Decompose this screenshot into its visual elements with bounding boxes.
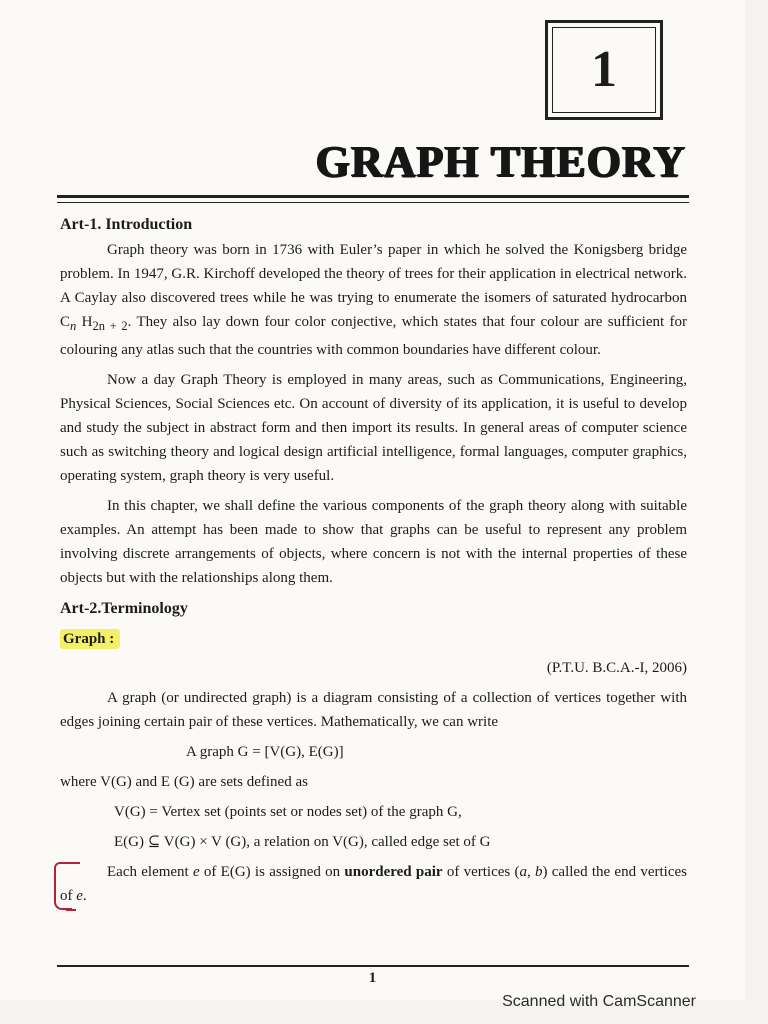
where-line: where V(G) and E (G) are sets defined as xyxy=(60,774,308,790)
section-heading-terminology: Art-2.Terminology xyxy=(60,600,188,617)
intro-paragraph-1 xyxy=(60,238,687,362)
var-a: a xyxy=(519,864,527,880)
citation: (P.T.U. B.C.A.-I, 2006) xyxy=(546,660,687,676)
footer-rule xyxy=(57,965,689,967)
title-rule-thick xyxy=(57,195,689,198)
chapter-number-box xyxy=(545,20,663,120)
chapter-title: GRAPH THEORY xyxy=(315,137,686,186)
subscript-2n2: 2n + 2 xyxy=(92,319,128,333)
intro-p1-text-a: Graph theory was born in 1736 with Euler’s paper in which he solved the Konigsberg bridge problem. In 1947, G.R. Kirchoff developed the theory of trees for their application in electrical network. A Caylay also discovered trees while he was trying to enumerate the isomers of saturated hydrocarbon C xyxy=(60,242,687,330)
intro-paragraph-3: In this chapter, we shall define the various components of the graph theory along with suitable examples. An attempt has been made to show that graphs can be useful to represent any problem involving discrete arrangements of objects, where concern is not with the internal properties of these objects but with the relationships along them. xyxy=(60,498,687,586)
intro-p1-text-c: . They also lay down four color conjective, which states that four colour are sufficient for colouring any atlas such that the countries with common boundaries have different colour. xyxy=(60,314,687,358)
vertex-set-line: V(G) = Vertex set (points set or nodes set) of the graph G, xyxy=(114,804,462,820)
section-heading-introduction: Art-1. Introduction xyxy=(60,216,193,233)
unordered-pair-bold: unordered pair xyxy=(344,864,443,880)
graph-label-row xyxy=(60,626,687,652)
end-vertices-block xyxy=(60,860,687,908)
pen-bracket-annotation xyxy=(54,862,72,910)
graph-label-highlighted: Graph : xyxy=(60,629,120,649)
page-content xyxy=(60,212,687,908)
title-rule-thin xyxy=(57,202,689,203)
chapter-number: 1 xyxy=(552,27,656,113)
var-e: e xyxy=(192,864,200,880)
page-number: 1 xyxy=(368,970,377,986)
end-vertices-paragraph: Each element e of E(G) is assigned on unordered pair of vertices (a, b) called the end vertices of e. xyxy=(60,864,687,904)
graph-formula: A graph G = [V(G), E(G)] xyxy=(186,744,344,760)
edge-set-line: E(G) ⊆ V(G) × V (G), a relation on V(G), called edge set of G xyxy=(114,834,491,850)
intro-paragraph-2: Now a day Graph Theory is employed in many areas, such as Communications, Engineering, Physical Sciences, Social Sciences etc. On account of diversity of its application, it is useful to develop and study the subject in abstract form and then import its results. In general areas of computer science such as switching theory and logical design artificial intelligence, formal languages, computer graphics, operating system, graph theory is very useful. xyxy=(60,372,687,484)
intro-p1-text-b: H xyxy=(76,314,93,330)
var-b: b xyxy=(535,864,543,880)
camscanner-watermark: Scanned with CamScanner xyxy=(502,993,696,1010)
var-e-2: e xyxy=(76,888,83,904)
graph-definition: A graph (or undirected graph) is a diagram consisting of a collection of vertices together with edges joining certain pair of these vertices. Mathematically, we can write xyxy=(60,690,687,730)
subscript-n: n xyxy=(70,319,77,333)
